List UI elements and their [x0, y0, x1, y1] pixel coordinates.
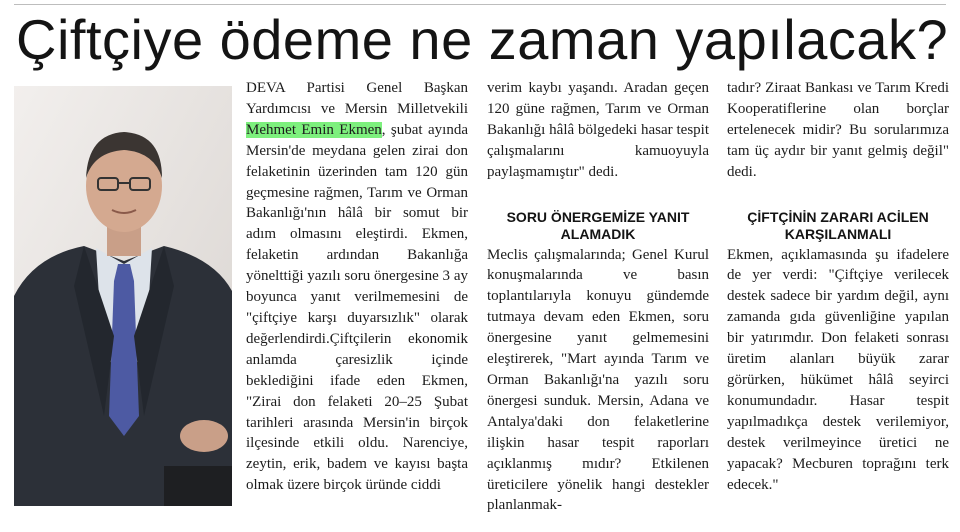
column-2	[487, 78, 709, 516]
subheading-2: ÇİFTÇİNİN ZARARI ACİLEN KARŞILANMALI	[747, 208, 929, 242]
top-rule	[14, 4, 946, 5]
col3-intro: tadır? Ziraat Bankası ve Tarım Kredi Kooperatiflerine olan borçlar ertelenecek midir? Bu sorularımıza tam üç aydır bir yanıt gelmiş değil" dedi.	[727, 80, 949, 180]
col1-before: DEVA Partisi Genel Başkan Yardımcısı ve Mersin Milletvekili	[246, 80, 468, 117]
highlighted-name: Mehmet Emin Ekmen	[246, 121, 382, 138]
column-3	[727, 78, 949, 495]
politician-photo	[14, 86, 232, 506]
col1-after: , şubat ayında Mersin'de meydana gelen zirai don felaketinin üzerinden tam 120 gün geçmesine rağmen, Tarım ve Orman Bakanlığı'nın hâlâ bir somut bir adım olmasını eleştirdi. Ekmen, felaketin ardından Bakanlığa yönelttiği yazılı soru önergesine 3 ay boyunca yanıt verilmemesini de "çiftçiye karşı duyarsızlık" olarak değerlendirdi.Çiftçilerin ekonomik anlamda çaresizlik içinde beklediğini ifade eden Ekmen, "Zirai don felaketi 20–25 Şubat tarihleri arasında Mersin'in birçok ilçesinde etkili oldu. Narenciye, zeytin, erik, badem ve kayısı başta olmak üzere birçok üründe ciddi	[246, 121, 468, 494]
column-1-text	[246, 78, 468, 496]
col2-body: Meclis çalışmalarında; Genel Kurul konuşmalarında ve basın toplantılarıyla konuyu gündemde tutmaya devam eden Ekmen, soru önergesine yanıt gelmemesini eleştirerek, "Mart ayında Tarım ve Orman Bakanlığı'na yazılı soru önergesi sunduk. Mersin, Adana ve Antalya'daki don felaketlerine ilişkin hasar tespit raporları açıklanmış mıdır? Etkilenen üreticilere yönelik hangi destekler planlanmak-	[487, 246, 709, 514]
headline: Çiftçiye ödeme ne zaman yapılacak?	[16, 8, 949, 71]
subheading-1: SORU ÖNERGEMİZE YANIT ALAMADIK	[506, 208, 690, 242]
column-1	[246, 78, 468, 496]
col3-body: Ekmen, açıklamasında şu ifadelere de yer verdi: "Çiftçiye verilecek destek sadece bir yardım değil, aynı zamanda gıda güvenliğine yapılan bir yatırımdır. Don felaketi sonrası üretim alanları büyük zarar görürken, hükümet hâlâ seyirci konumundadır. Hasar tespit yapılmadıkça destek verilemiyor, destek verilmeyince üretici ne yapacak? Mecburen toprağını terk edecek."	[727, 246, 949, 493]
col2-intro: verim kaybı yaşandı. Aradan geçen 120 güne rağmen, Tarım ve Orman Bakanlığı hâlâ bölgedeki hasar tespit çalışmalarını kamuoyuyla paylaşmamıştır" dedi.	[487, 80, 709, 180]
